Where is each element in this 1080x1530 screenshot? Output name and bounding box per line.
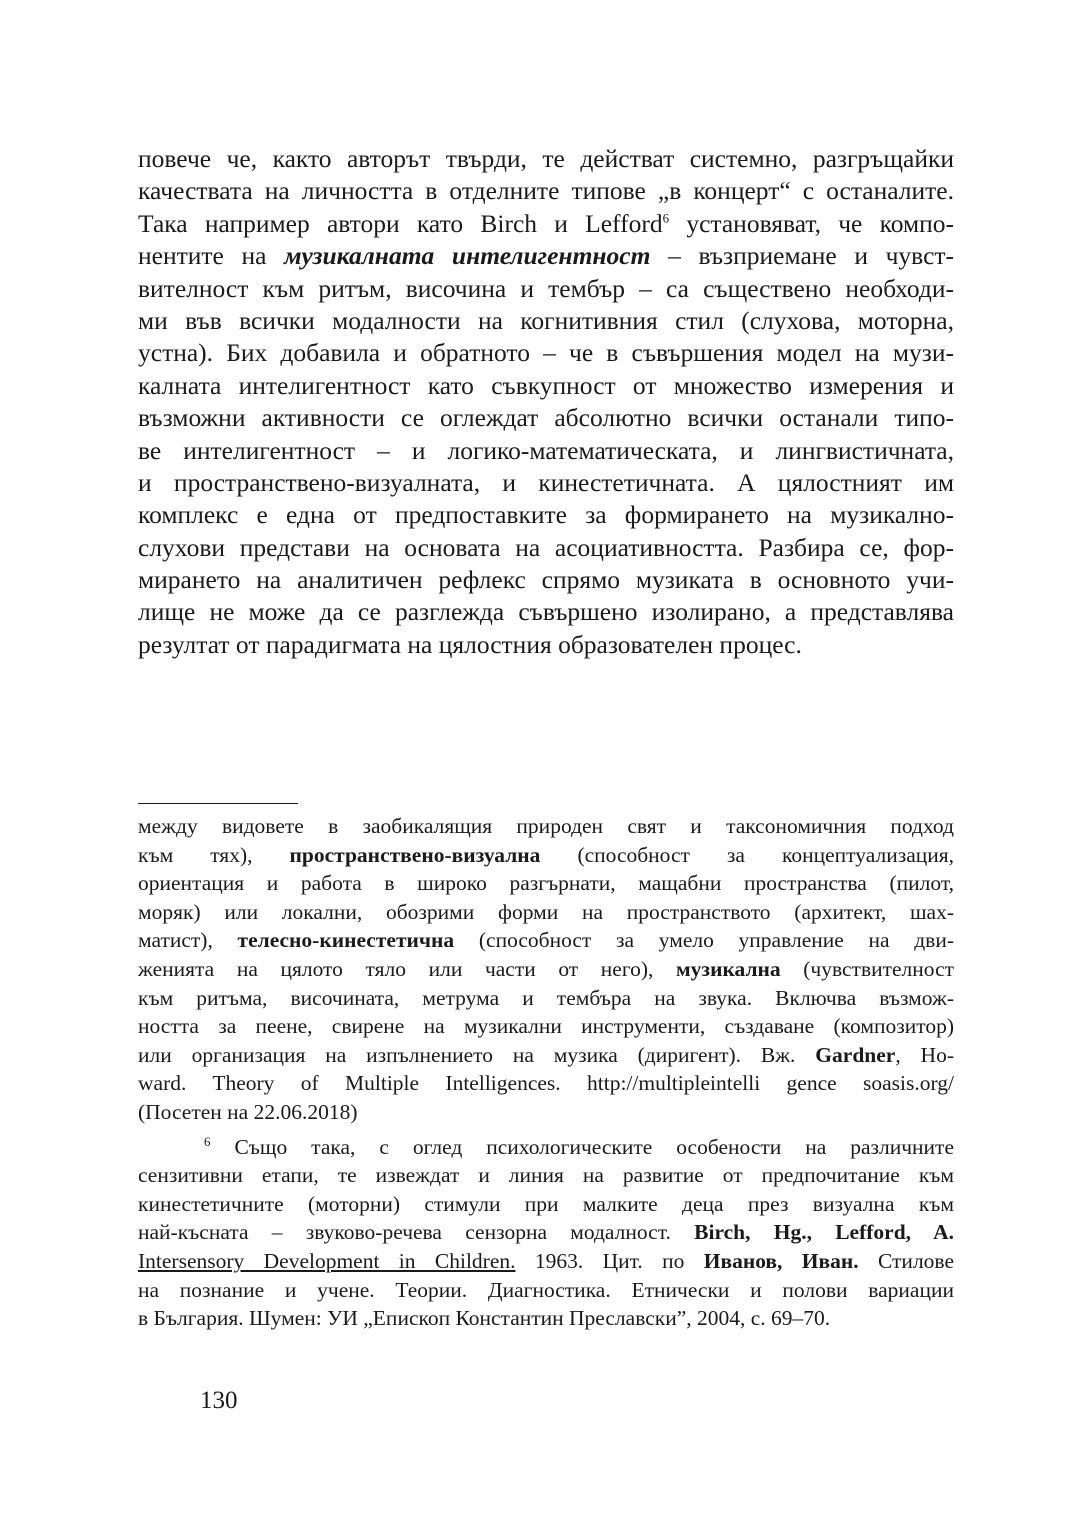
text-line: резултат от парадигмата на цялостния образователен процес. [138,629,802,659]
text-line: устна). Бих добавила и обратното – че в съвършения модел на музи- [138,338,954,368]
text-line [138,240,954,272]
text-segment: 1963. Цит. по [534,1248,685,1273]
bold-term: пространствено-визуална [289,842,541,867]
main-paragraph [138,143,954,661]
footnote-line: ността за пеене, свирене на музикални инструменти, създаване (композитор) [138,1014,954,1039]
bold-term: музикална [676,956,781,981]
text-line: и пространствено-визуалната, и кинестетичната. А цялостният им [138,467,954,497]
text-segment: женията на цялото тяло или части от него), [138,956,654,981]
text-segment: Така например автори като Birch и Lefford [138,208,663,238]
underlined-title: Intersensory Development in Children. [138,1248,516,1273]
footnote-line [138,955,954,984]
footnotes-section [138,812,954,1333]
text-segment: или организация на изпълнението на музика (диригент). Вж. [138,1042,796,1067]
text-line: комплекс е една от предпоставките за формирането на музикално- [138,500,954,530]
text-line: мирането на аналитичен рефлекс спрямо музиката в основното учи- [138,565,954,595]
footnote-line: в България. Шумен: УИ „Епископ Константин Преславски”, 2004, с. 69–70. [138,1306,831,1331]
text-segment: (способност за умело управление на дви- [478,928,955,953]
text-segment: (чувствителност [803,956,955,981]
text-line: слухови представи на основата на асоциативността. Разбира се, фор- [138,532,954,562]
page-number: 130 [200,1387,238,1414]
text-line: възможни активности се оглеждат абсолютно всички останали типо- [138,403,954,433]
text-line: калната интелигентност като съвкупност от множество измерения и [138,370,954,400]
footnote-line: сензитивни етапи, те извеждат и линия на развитие от предпочитание към [138,1163,954,1188]
bold-author: Birch, Hg., Lefford, A. [694,1220,955,1245]
footnote-number: 6 [204,1133,211,1149]
footnote-line: ориентация и работа в широко разгърнати, мащабни пространства (пилот, [138,871,954,896]
footnote-line: (Посетен на 22.06.2018) [138,1099,358,1124]
text-segment: – възприемане и чувст- [668,241,955,271]
text-line [138,208,954,240]
footnote-reference[interactable]: 6 [662,210,670,226]
footnote-line [138,1247,954,1276]
footnote-line [138,841,954,870]
text-line: ве интелигентност – и логико-математическата, и лингвистичната, [138,435,954,465]
footnote-line: кинестетичните (моторни) стимули при малките деца през визуална към [138,1191,954,1216]
text-segment: Също така, с оглед психологическите особености на различните [234,1134,954,1159]
bold-author: Иванов, Иван. [703,1248,859,1273]
footnote-line: между видовете в заобикалящия природен свят и таксономичния подход [138,814,954,838]
text-line: лище не може да се разглежда съвършено изолирано, а представлява [138,597,954,627]
text-line: качествата на личността в отделните типове „в концерт“ с останалите. [138,176,954,206]
footnote-line: към ритъма, височината, метрума и тембъра на звука. Включва възмож- [138,985,954,1010]
footnote-line [138,1041,954,1070]
text-line: ми във всички модалности на когнитивния стил (слухова, моторна, [138,305,954,335]
footnote-5-continued [138,812,954,1127]
text-segment: , Ho- [895,1042,954,1067]
text-segment: нентите на [138,241,267,271]
footnote-line [138,1133,954,1162]
bold-author: Gardner [815,1042,896,1067]
footnote-line [138,1218,954,1247]
text-segment: Стилове [877,1248,954,1273]
footnote-6 [138,1133,954,1333]
bold-term: телесно-кинестетична [237,928,455,953]
footnote-line: на познание и учене. Теории. Диагностика. Етнически и полови вариации [138,1277,954,1302]
text-segment: установяват, че компо- [686,208,955,238]
footnote-separator [138,803,298,804]
emphasized-term: музикалната интелигентност [284,241,651,271]
footnote-line: моряк) или локални, обозрими форми на пространството (архитект, шах- [138,899,954,924]
text-segment: (способност за концептуализация, [577,842,955,867]
text-line: вителност към ритъм, височина и тембър – са съществено необходи- [138,273,954,303]
text-segment: най-късната – звуково-речева сензорна модалност. [138,1220,671,1245]
footnote-line: ward. Theory of Multiple Intelligences. http://multipleintelli gence soasis.org/ [138,1071,954,1096]
text-segment: матист), [138,928,213,953]
text-line: повече че, както авторът твърди, те действат системно, разгръщайки [138,144,954,173]
footnote-line [138,926,954,955]
text-segment: към тях), [138,842,253,867]
